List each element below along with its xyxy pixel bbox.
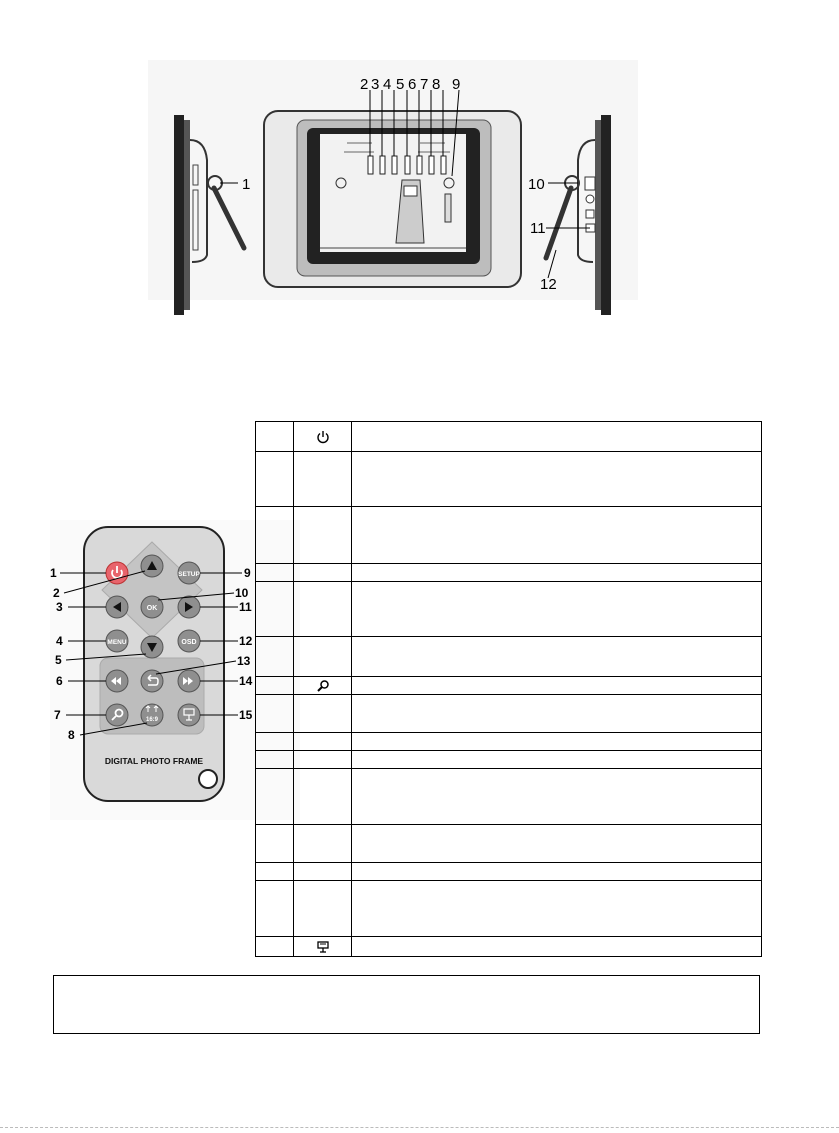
row-button-cell bbox=[294, 769, 352, 825]
row-number-cell bbox=[256, 637, 294, 677]
remote-callout-15: 15 bbox=[239, 708, 253, 722]
row-button-cell bbox=[294, 422, 352, 452]
row-description-cell bbox=[352, 422, 762, 452]
row-number-cell bbox=[256, 582, 294, 637]
row-number-cell bbox=[256, 937, 294, 957]
row-number-cell bbox=[256, 751, 294, 769]
row-description-cell bbox=[352, 937, 762, 957]
remote-callout-12: 12 bbox=[239, 634, 253, 648]
frame-callout-5: 5 bbox=[396, 76, 405, 93]
row-button-cell bbox=[294, 677, 352, 695]
remote-callout-9: 9 bbox=[244, 566, 251, 580]
row-description-cell bbox=[352, 881, 762, 937]
table-row bbox=[256, 695, 762, 733]
remote-callout-8: 8 bbox=[68, 728, 75, 742]
lanyard-hole bbox=[199, 770, 217, 788]
remote-brand-text: DIGITAL PHOTO FRAME bbox=[104, 756, 204, 766]
row-description-cell bbox=[352, 825, 762, 863]
frame-diagram bbox=[0, 0, 839, 320]
row-number-cell bbox=[256, 564, 294, 582]
row-description-cell bbox=[352, 507, 762, 564]
frame-back-view bbox=[264, 90, 521, 287]
row-button-cell bbox=[294, 863, 352, 881]
frame-callout-9: 9 bbox=[452, 76, 461, 93]
remote-callout-7: 7 bbox=[54, 708, 61, 722]
remote-callout-3: 3 bbox=[56, 600, 63, 614]
frame-callout-11: 11 bbox=[530, 220, 546, 237]
row-number-cell bbox=[256, 507, 294, 564]
frame-callout-12: 12 bbox=[540, 276, 557, 293]
frame-callout-6: 6 bbox=[408, 76, 417, 93]
row-number-cell bbox=[256, 452, 294, 507]
setup-button-label: SETUP bbox=[178, 571, 200, 578]
remote-callout-1: 1 bbox=[50, 566, 57, 580]
remote-callout-13: 13 bbox=[237, 654, 251, 668]
note-box bbox=[53, 975, 760, 1034]
remote-function-table bbox=[255, 421, 762, 957]
row-number-cell bbox=[256, 881, 294, 937]
table-row bbox=[256, 637, 762, 677]
aspect-ratio-button-label: 16:9 bbox=[145, 717, 159, 723]
row-description-cell bbox=[352, 677, 762, 695]
menu-button-label: MENU bbox=[107, 639, 127, 646]
frame-callout-2: 2 bbox=[360, 76, 369, 93]
table-row bbox=[256, 937, 762, 957]
osd-button-label: OSD bbox=[181, 639, 197, 646]
table-row bbox=[256, 733, 762, 751]
row-description-cell bbox=[352, 863, 762, 881]
frame-callout-10: 10 bbox=[528, 176, 545, 193]
row-button-cell bbox=[294, 695, 352, 733]
table-row bbox=[256, 751, 762, 769]
remote-callout-10: 10 bbox=[235, 586, 249, 600]
table-row bbox=[256, 825, 762, 863]
row-number-cell bbox=[256, 863, 294, 881]
row-description-cell bbox=[352, 751, 762, 769]
row-description-cell bbox=[352, 695, 762, 733]
remote-callout-14: 14 bbox=[239, 674, 253, 688]
remote-callout-5: 5 bbox=[55, 653, 62, 667]
zoom-icon bbox=[316, 679, 330, 693]
row-number-cell bbox=[256, 422, 294, 452]
row-button-cell bbox=[294, 733, 352, 751]
table-row bbox=[256, 507, 762, 564]
row-button-cell bbox=[294, 564, 352, 582]
frame-callout-7: 7 bbox=[420, 76, 429, 93]
remote-callout-4: 4 bbox=[56, 634, 63, 648]
page-bottom-dashed-line bbox=[0, 1127, 839, 1128]
row-number-cell bbox=[256, 825, 294, 863]
row-button-cell bbox=[294, 825, 352, 863]
row-button-cell bbox=[294, 881, 352, 937]
frame-callout-3: 3 bbox=[371, 76, 380, 93]
table-row bbox=[256, 769, 762, 825]
frame-callout-1: 1 bbox=[242, 176, 251, 193]
row-description-cell bbox=[352, 582, 762, 637]
table-row bbox=[256, 863, 762, 881]
row-button-cell bbox=[294, 507, 352, 564]
row-description-cell bbox=[352, 733, 762, 751]
row-number-cell bbox=[256, 695, 294, 733]
ok-button-label: OK bbox=[146, 605, 158, 612]
row-number-cell bbox=[256, 733, 294, 751]
remote-callout-2: 2 bbox=[53, 586, 60, 600]
row-number-cell bbox=[256, 769, 294, 825]
row-description-cell bbox=[352, 452, 762, 507]
table-row bbox=[256, 452, 762, 507]
row-button-cell bbox=[294, 751, 352, 769]
frame-callout-4: 4 bbox=[383, 76, 392, 93]
row-description-cell bbox=[352, 637, 762, 677]
row-description-cell bbox=[352, 564, 762, 582]
remote-callout-11: 11 bbox=[239, 600, 252, 614]
row-number-cell bbox=[256, 677, 294, 695]
row-button-cell bbox=[294, 582, 352, 637]
frame-callout-8: 8 bbox=[432, 76, 441, 93]
table-row bbox=[256, 582, 762, 637]
table-row bbox=[256, 564, 762, 582]
row-button-cell bbox=[294, 452, 352, 507]
remote-callout-6: 6 bbox=[56, 674, 63, 688]
power-icon bbox=[316, 430, 330, 444]
table-row bbox=[256, 422, 762, 452]
row-button-cell bbox=[294, 637, 352, 677]
row-button-cell bbox=[294, 937, 352, 957]
slideshow-icon bbox=[316, 940, 330, 954]
row-description-cell bbox=[352, 769, 762, 825]
table-row bbox=[256, 677, 762, 695]
table-row bbox=[256, 881, 762, 937]
